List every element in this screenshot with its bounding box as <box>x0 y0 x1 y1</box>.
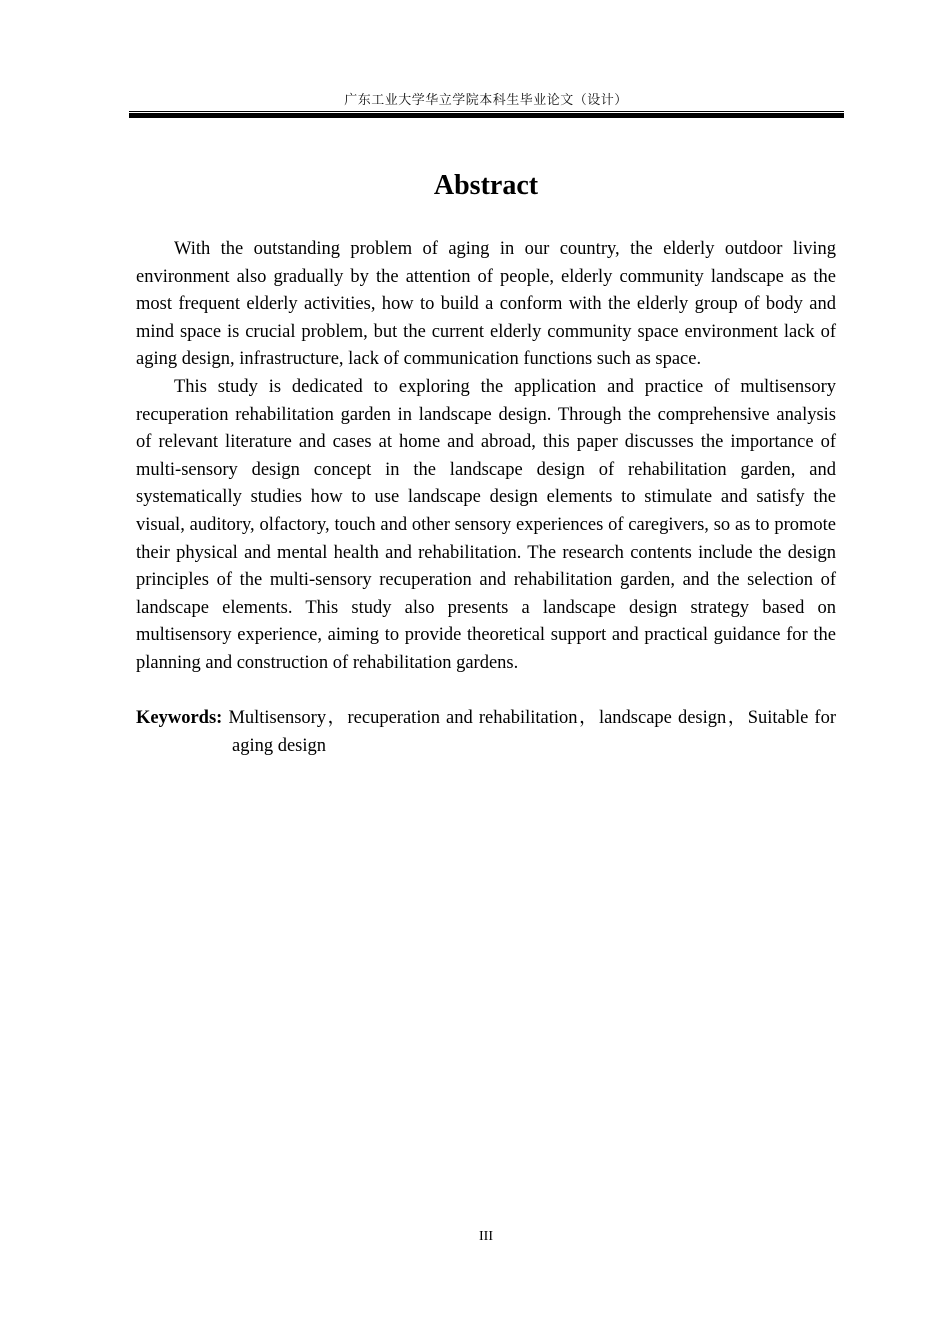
keywords-label: Keywords: <box>136 708 223 728</box>
header-rule-thick <box>129 113 844 118</box>
page-title: Abstract <box>433 170 539 201</box>
abstract-paragraph-2: This study is dedicated to exploring the application and practice of multisensory recuperation rehabilitation garden in landscape design. Through the comprehensive analysis of relevant literature and cases at home and abroad, this paper discusses the importance of multi-sensory design concept in the landscape design of rehabilitation garden, and systematically studies how to use landscape design elements to stimulate and satisfy the visual, auditory, olfactory, touch and other sensory experiences of caregivers, so as to promote their physical and mental health and rehabilitation. The research contents include the design principles of the multi-sensory recuperation and rehabilitation garden, and the selection of landscape elements. This study also presents a landscape design strategy based on multisensory experience, aiming to provide theoretical support and practical guidance for the planning and construction of rehabilitation gardens. <box>136 376 836 673</box>
abstract-body <box>136 236 836 678</box>
page-number: III <box>479 1229 493 1244</box>
header-rule-thin <box>129 111 844 112</box>
keywords-section <box>136 705 836 760</box>
abstract-paragraph-1: With the outstanding problem of aging in our country, the elderly outdoor living environment also gradually by the attention of people, elderly community landscape as the most frequent elderly activities, how to build a conform with the elderly group of body and mind space is crucial problem, but the current elderly community space environment lack of aging design, infrastructure, lack of communication functions such as space. <box>136 239 836 370</box>
running-header: 广东工业大学华立学院本科生毕业论文（设计） <box>344 93 628 108</box>
keywords-text: Multisensory，recuperation and rehabilitation，landscape design，Suitable for aging design <box>228 708 837 756</box>
